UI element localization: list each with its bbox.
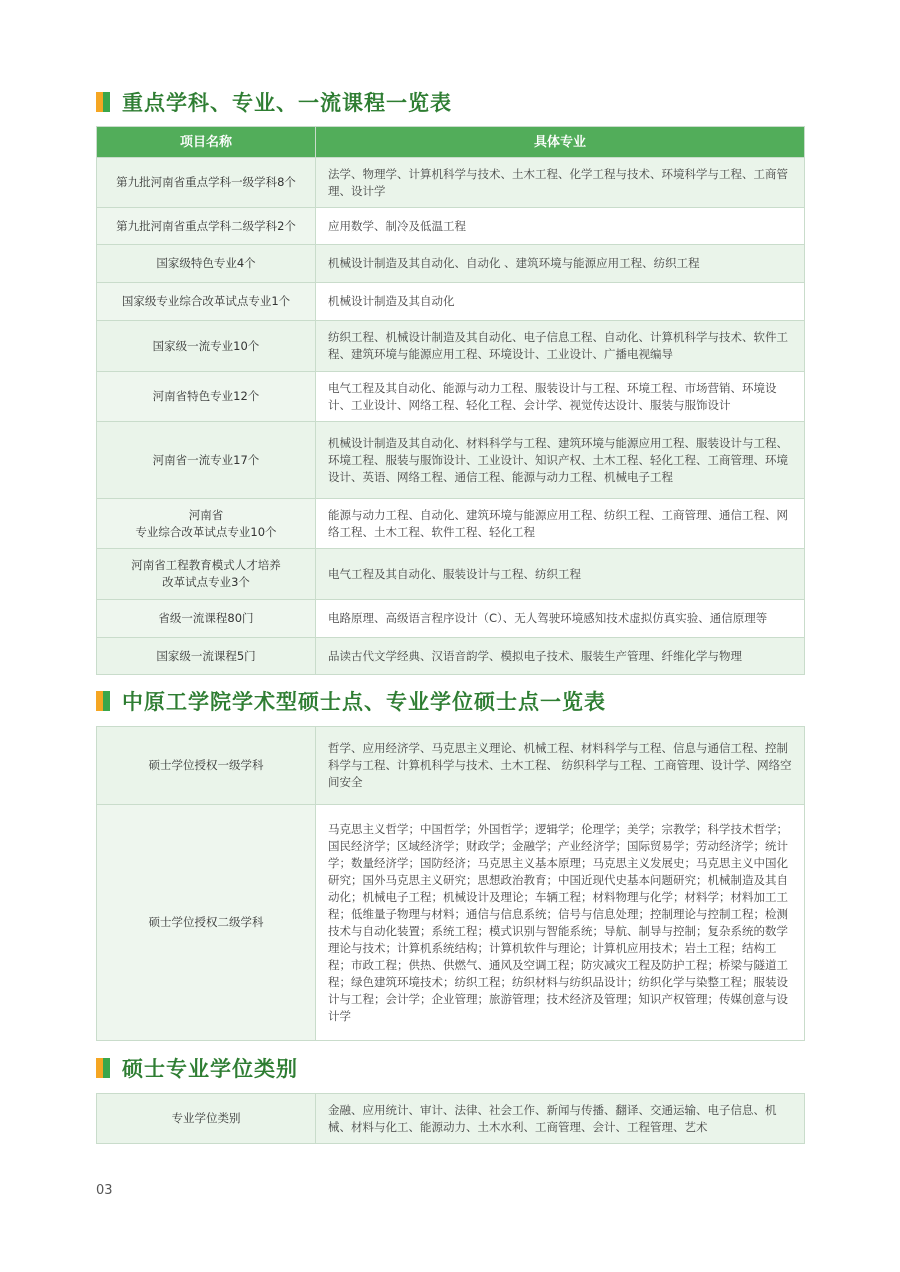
row-name: 硕士学位授权二级学科 [97, 805, 316, 1041]
header-project-name: 项目名称 [97, 127, 316, 158]
row-detail: 法学、物理学、计算机科学与技术、土木工程、化学工程与技术、环境科学与工程、工商管理、设计学 [316, 158, 805, 208]
row-name: 第九批河南省重点学科二级学科2个 [97, 208, 316, 245]
row-detail: 金融、应用统计、审计、法律、社会工作、新闻与传播、翻译、交通运输、电子信息、机械、材料与化工、能源动力、土木水利、工商管理、会计、工程管理、艺术 [316, 1094, 805, 1144]
section1-heading [96, 87, 452, 117]
table-row [97, 158, 805, 208]
row-name [97, 549, 316, 600]
row-detail: 哲学、应用经济学、马克思主义理论、机械工程、材料科学与工程、信息与通信工程、控制科学与工程、计算机科学与技术、土木工程、 纺织科学与工程、工商管理、设计学、网络空间安全 [316, 727, 805, 805]
table-row [97, 208, 805, 245]
table-row [97, 321, 805, 372]
row-name: 硕士学位授权一级学科 [97, 727, 316, 805]
row-detail: 纺织工程、机械设计制造及其自动化、电子信息工程、自动化、计算机科学与技术、软件工程、建筑环境与能源应用工程、环境设计、工业设计、广播电视编导 [316, 321, 805, 372]
row-detail: 机械设计制造及其自动化、材料科学与工程、建筑环境与能源应用工程、服装设计与工程、环境工程、服装与服饰设计、工业设计、知识产权、土木工程、轻化工程、工商管理、环境设计、英语、网络工程、通信工程、能源与动力工程、机械电子工程 [316, 422, 805, 499]
row-name-line2: 改革试点专业3个 [162, 575, 250, 589]
section-marker-icon [96, 691, 110, 711]
table-row [97, 422, 805, 499]
row-detail: 电路原理、高级语言程序设计（C）、无人驾驶环境感知技术虚拟仿真实验、通信原理等 [316, 600, 805, 638]
professional-degrees-table [96, 1093, 805, 1144]
row-detail: 能源与动力工程、自动化、建筑环境与能源应用工程、纺织工程、工商管理、通信工程、网络工程、土木工程、软件工程、轻化工程 [316, 499, 805, 549]
table-row [97, 372, 805, 422]
row-name: 国家级一流课程5门 [97, 638, 316, 675]
table-row [97, 638, 805, 675]
section3-heading [96, 1053, 298, 1083]
row-detail: 电气工程及其自动化、能源与动力工程、服装设计与工程、环境工程、市场营销、环境设计、工业设计、网络工程、轻化工程、会计学、视觉传达设计、服装与服饰设计 [316, 372, 805, 422]
section3-title: 硕士专业学位类别 [122, 1057, 298, 1081]
table-row [97, 727, 805, 805]
table-row [97, 600, 805, 638]
row-name-line2: 专业综合改革试点专业10个 [135, 524, 277, 539]
row-name-line1: 河南省工程教育模式人才培养 [131, 558, 281, 572]
row-name: 第九批河南省重点学科一级学科8个 [97, 158, 316, 208]
page-number: 03 [96, 1183, 113, 1198]
row-detail: 电气工程及其自动化、服装设计与工程、纺织工程 [316, 549, 805, 600]
row-name [97, 499, 316, 549]
row-name-line1: 河南省 [188, 507, 224, 522]
table-row [97, 805, 805, 1041]
section2-heading [96, 686, 606, 716]
row-detail: 机械设计制造及其自动化、自动化 、建筑环境与能源应用工程、纺织工程 [316, 245, 805, 283]
row-name: 国家级特色专业4个 [97, 245, 316, 283]
row-detail: 品读古代文学经典、汉语音韵学、模拟电子技术、服装生产管理、纤维化学与物理 [316, 638, 805, 675]
row-name: 河南省特色专业12个 [97, 372, 316, 422]
section2-title: 中原工学院学术型硕士点、专业学位硕士点一览表 [122, 690, 606, 714]
section-marker-icon [96, 1058, 110, 1078]
section-marker-icon [96, 92, 110, 112]
row-name: 河南省一流专业17个 [97, 422, 316, 499]
row-name: 专业学位类别 [97, 1094, 316, 1144]
table-row [97, 1094, 805, 1144]
header-specific-major: 具体专业 [316, 127, 805, 158]
key-disciplines-table [96, 126, 805, 675]
table-header-row [97, 127, 805, 158]
row-name: 省级一流课程80门 [97, 600, 316, 638]
table-row [97, 283, 805, 321]
table-row [97, 549, 805, 600]
row-name: 国家级一流专业10个 [97, 321, 316, 372]
row-detail: 机械设计制造及其自动化 [316, 283, 805, 321]
table-row [97, 245, 805, 283]
row-detail: 应用数学、制冷及低温工程 [316, 208, 805, 245]
row-name: 国家级专业综合改革试点专业1个 [97, 283, 316, 321]
masters-programs-table [96, 726, 805, 1041]
table-row [97, 499, 805, 549]
section1-title: 重点学科、专业、一流课程一览表 [122, 91, 452, 115]
row-detail: 马克思主义哲学；中国哲学；外国哲学；逻辑学；伦理学；美学；宗教学；科学技术哲学；国民经济学；区域经济学；财政学；金融学；产业经济学；国际贸易学；劳动经济学；统计学；数量经济学；国防经济；马克思主义基本原理；马克思主义发展史；马克思主义中国化研究；国外马克思主义研究；思想政治教育；中国近现代史基本问题研究；机械制造及其自动化；机械电子工程；机械设计及理论；车辆工程；材料物理与化学；材料学；材料加工工程；低维量子物理与材料；通信与信息系统；信号与信息处理；控制理论与控制工程；检测技术与自动化装置；系统工程；模式识别与智能系统；导航、制导与控制；复杂系统的数学理论与技术；计算机系统结构；计算机软件与理论；计算机应用技术；岩土工程；结构工程；市政工程；供热、供燃气、通风及空调工程；防灾减灾工程及防护工程；桥梁与隧道工程；绿色建筑环境技术；纺织工程；纺织材料与纺织品设计；纺织化学与染整工程；服装设计与工程；会计学；企业管理；旅游管理；技术经济及管理；知识产权管理；传媒创意与设计学 [316, 805, 805, 1041]
